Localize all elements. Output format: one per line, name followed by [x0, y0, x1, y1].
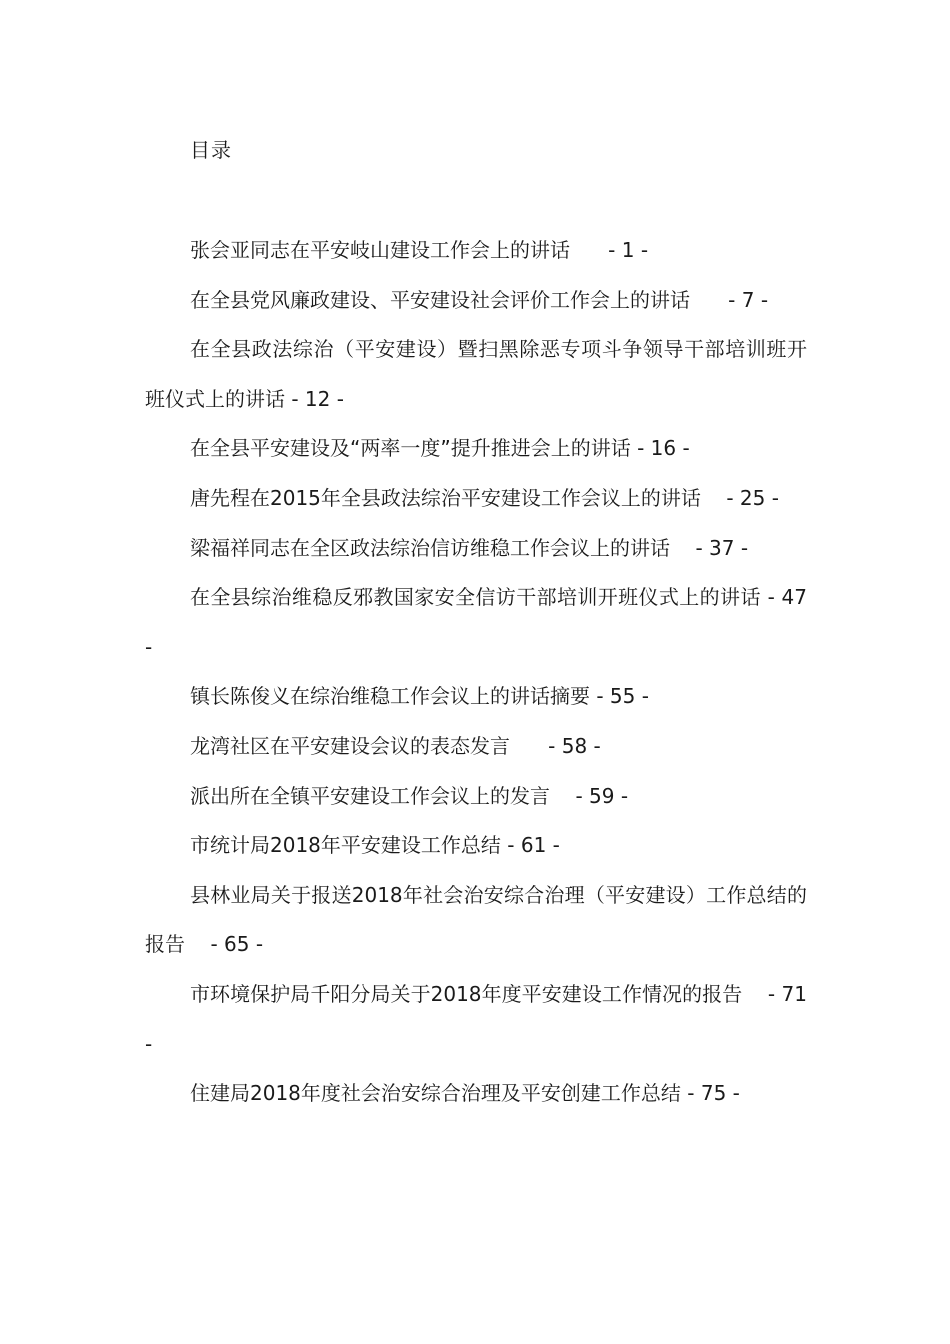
toc-entry-page: - 47 -	[145, 585, 814, 659]
toc-entry-gap	[742, 982, 768, 1006]
toc-entry-gap	[701, 486, 726, 510]
toc-entry[interactable]	[145, 871, 807, 970]
toc-entry[interactable]	[145, 772, 807, 822]
toc-entry-text: 在全县综治维稳反邪教国家安全信访干部培训开班仪式上的讲话	[190, 585, 761, 610]
toc-entry-text: 龙湾社区在平安建设会议的表态发言	[190, 733, 510, 758]
toc-entry-text: 市环境保护局千阳分局关于2018年度平安建设工作情况的报告	[190, 981, 743, 1006]
toc-entry[interactable]	[145, 672, 807, 722]
toc-entry-gap	[690, 288, 728, 312]
toc-entry[interactable]	[145, 573, 814, 672]
toc-entry-page: - 65 -	[210, 932, 264, 957]
toc-entry-gap	[510, 734, 548, 758]
toc-entry-page: - 55 -	[596, 684, 649, 709]
toc-entry-page: - 58 -	[548, 733, 601, 758]
toc-entry-text: 唐先程在2015年全县政法综治平安建设工作会议上的讲话	[190, 485, 701, 510]
toc-entry-text: 在全县党风廉政建设、平安建设社会评价工作会上的讲话	[190, 287, 690, 312]
toc-entry[interactable]	[145, 1069, 807, 1119]
toc-entry[interactable]	[145, 226, 807, 276]
toc-entry[interactable]	[145, 474, 807, 524]
toc-entry-page: - 71 -	[145, 981, 814, 1056]
toc-entry-page: - 61 -	[507, 833, 560, 858]
toc-entry-page: - 37 -	[695, 535, 749, 560]
toc-entry-text: 张会亚同志在平安岐山建设工作会上的讲话	[190, 238, 570, 262]
toc-entry-gap	[670, 536, 695, 560]
toc-entry-text: 市统计局2018年平安建设工作总结	[190, 833, 501, 858]
toc-entry-page: - 75 -	[687, 1081, 740, 1106]
toc-entry-text: 在全县政法综治（平安建设）暨扫黑除恶专项斗争领导干部培训班开班仪式上的讲话	[145, 337, 807, 411]
toc-entry-text: 县林业局关于报送2018年社会治安综合治理（平安建设）工作总结的报告	[145, 882, 807, 957]
toc-entry-gap	[550, 784, 575, 808]
toc-entry-text: 在全县平安建设及“两率一度”提升推进会上的讲话	[190, 436, 631, 461]
toc-entry-page: - 16 -	[637, 436, 690, 461]
toc-entry-text: 住建局2018年度社会治安综合治理及平安创建工作总结	[190, 1081, 681, 1106]
toc-entry[interactable]	[145, 821, 807, 871]
toc-title: 目录	[190, 138, 232, 162]
toc-entry-text: 梁福祥同志在全区政法综治信访维稳工作会议上的讲话	[190, 535, 670, 560]
toc-entry[interactable]	[145, 970, 814, 1069]
toc-entry-page: - 7 -	[728, 287, 769, 312]
toc-entry-text: 镇长陈俊义在综治维稳工作会议上的讲话摘要	[190, 684, 590, 709]
toc-entry[interactable]	[145, 276, 807, 326]
toc-entry[interactable]	[145, 524, 807, 574]
toc-entry-page: - 1 -	[608, 238, 649, 262]
toc-entry-gap	[761, 585, 768, 609]
toc-entry[interactable]	[145, 722, 807, 772]
toc-entry-text: 派出所在全镇平安建设工作会议上的发言	[190, 783, 550, 808]
toc-entry-gap	[570, 238, 608, 262]
toc-entry-page: - 12 -	[291, 386, 344, 411]
toc-entry[interactable]	[145, 325, 807, 424]
toc-entry-page: - 25 -	[726, 485, 779, 510]
toc-entry-page: - 59 -	[575, 783, 629, 808]
toc-entry-gap	[185, 932, 210, 956]
toc-entry[interactable]	[145, 424, 807, 474]
toc-list	[145, 226, 814, 1119]
